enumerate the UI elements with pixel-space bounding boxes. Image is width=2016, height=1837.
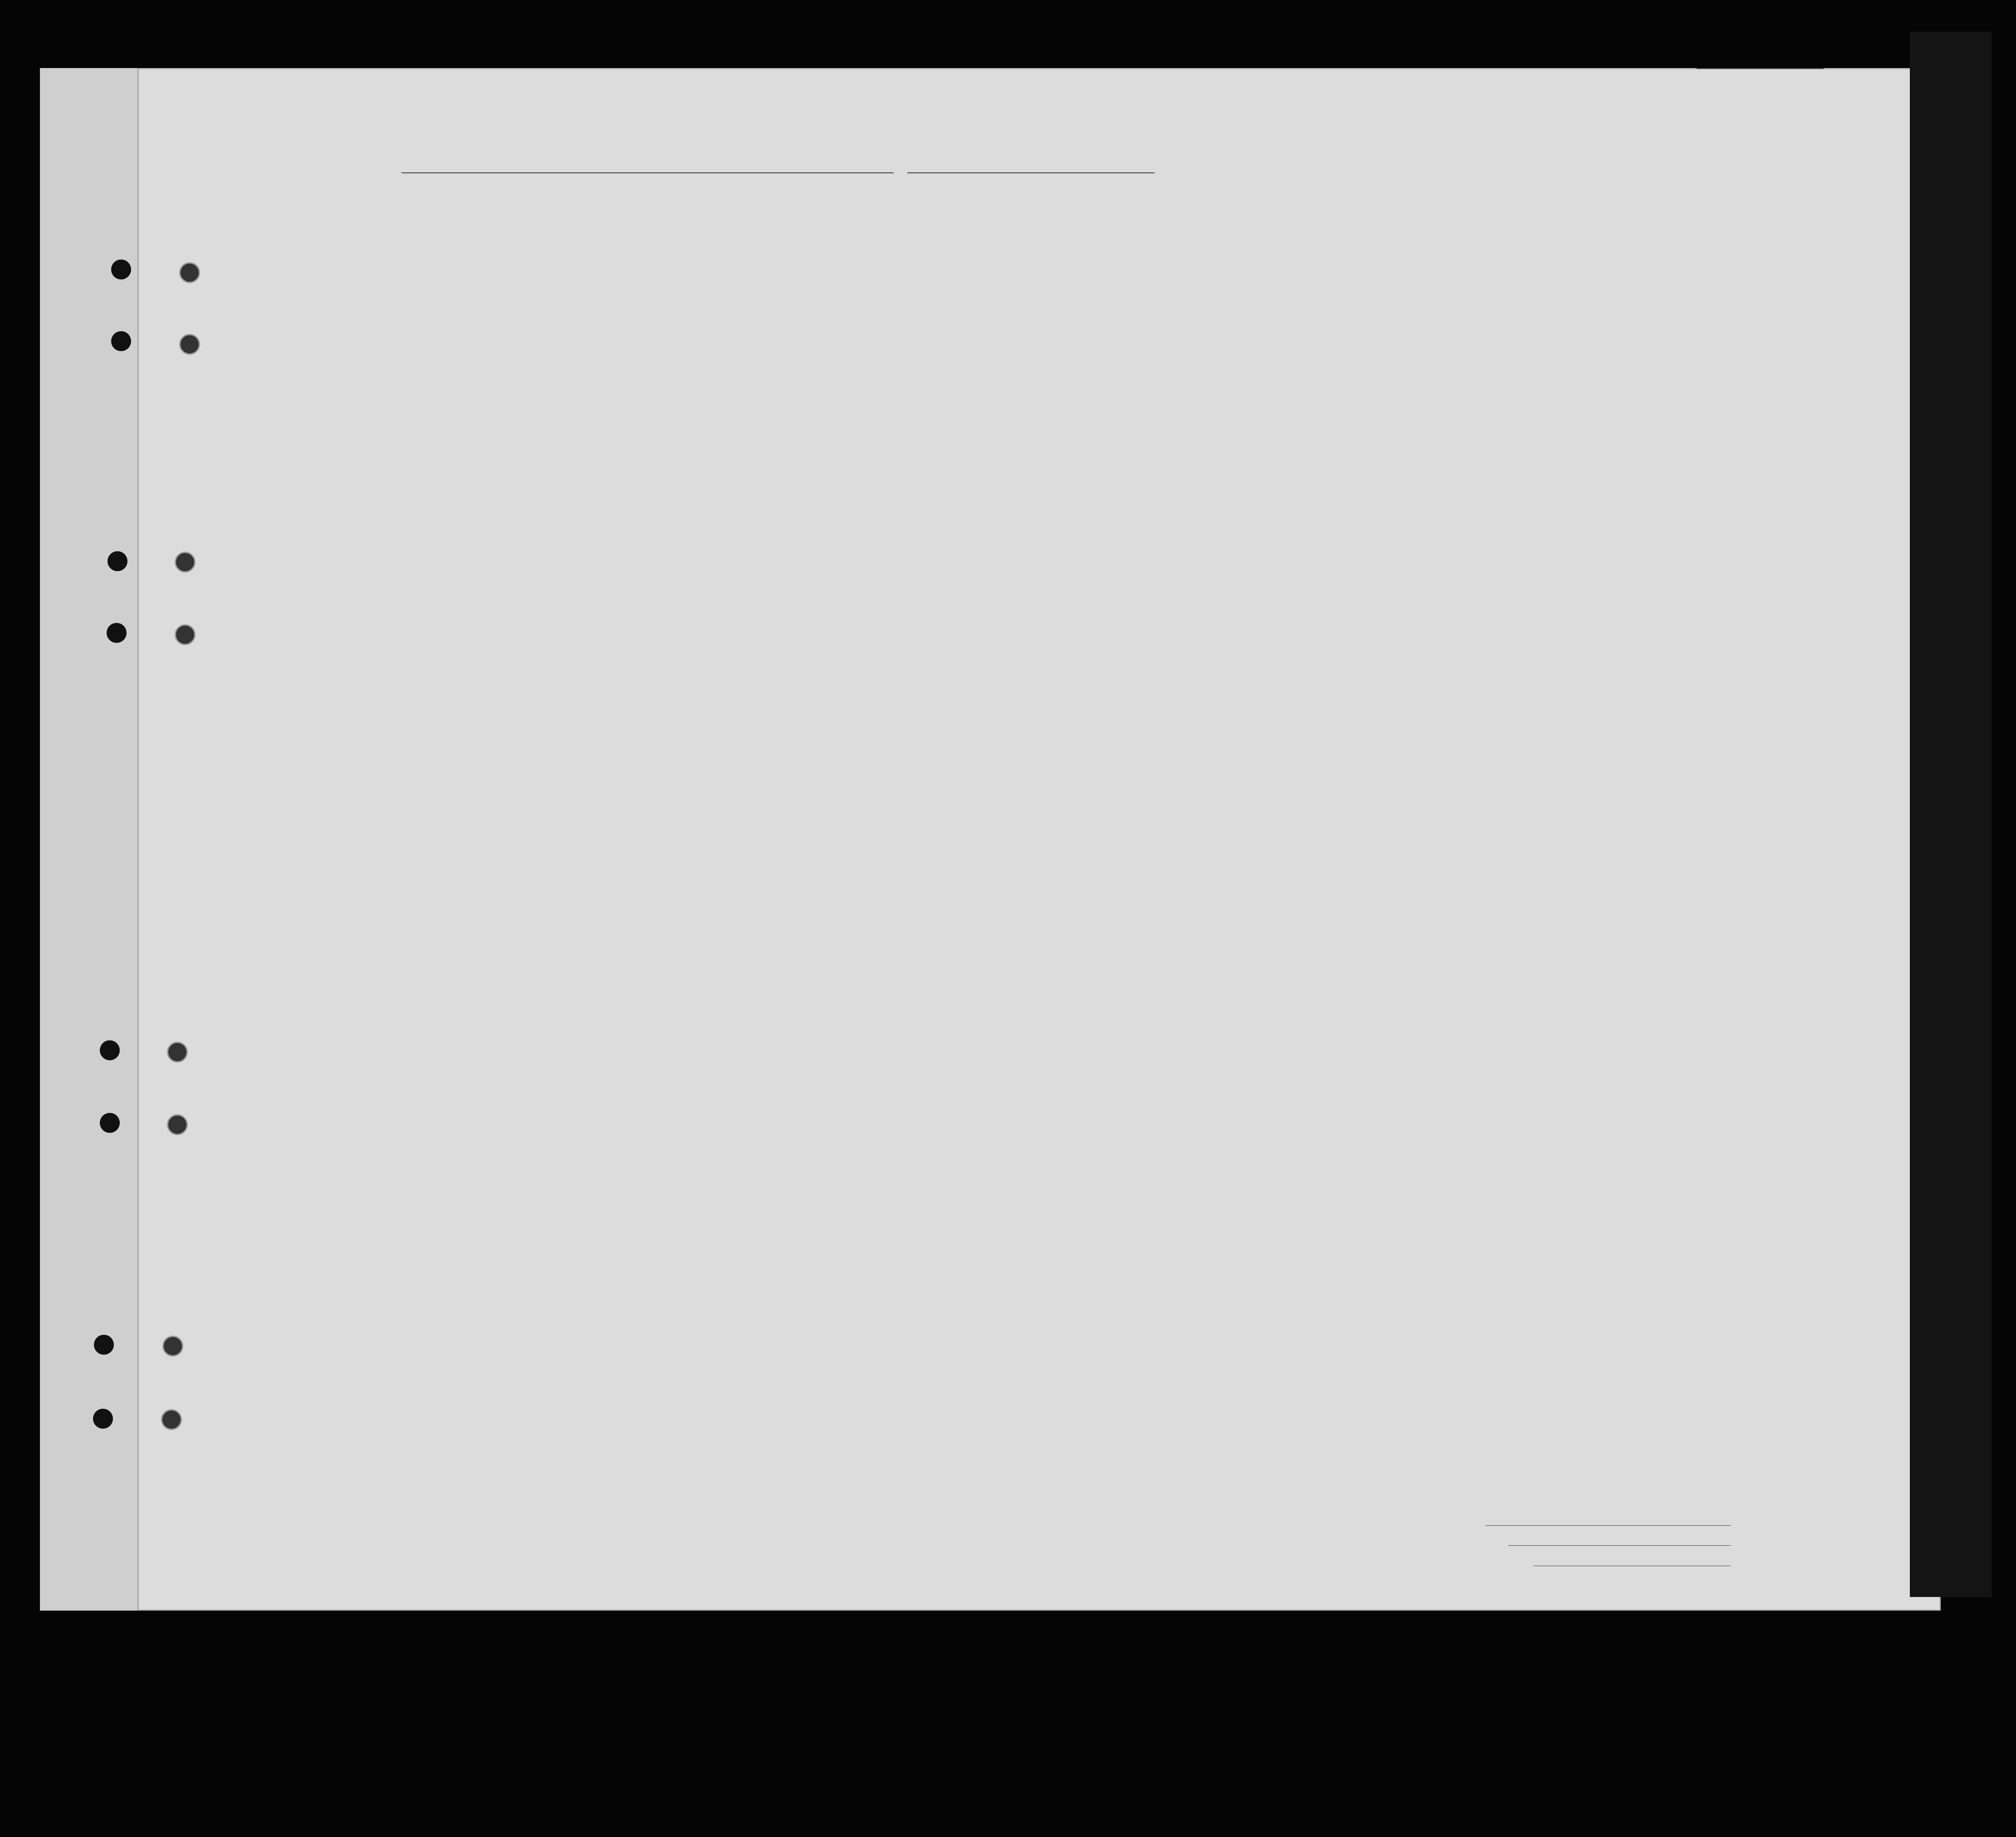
- punch-hole: [161, 1409, 182, 1430]
- punch-hole: [179, 334, 200, 355]
- punch-hole: [111, 331, 131, 351]
- punch-hole: [167, 1042, 188, 1063]
- punch-hole: [94, 1335, 114, 1355]
- punch-hole: [162, 1336, 183, 1357]
- punch-hole: [100, 1113, 120, 1133]
- header-return-intent: [1175, 345, 1199, 422]
- punch-hole: [175, 552, 196, 573]
- date-underline: [907, 172, 1155, 173]
- line-underline: [1486, 1525, 1731, 1526]
- punch-hole: [93, 1409, 113, 1429]
- header-excluded: [1448, 313, 1466, 422]
- punch-hole: [100, 1040, 120, 1060]
- left-fragment-text: [0, 104, 50, 128]
- header-deported: [1472, 313, 1490, 422]
- header-become-citizen: [1244, 345, 1262, 422]
- punch-hole: [107, 623, 127, 643]
- owners-underline: [1508, 1545, 1731, 1546]
- punch-hole: [108, 551, 127, 571]
- header-prison: [1277, 313, 1297, 422]
- header-q28: [1365, 313, 1404, 422]
- port-underline: [401, 172, 894, 173]
- header-labor-offer: [1413, 313, 1443, 422]
- punch-hole: [111, 260, 131, 279]
- punch-hole: [175, 624, 196, 645]
- punch-hole: [167, 1114, 188, 1135]
- list-underline: [1697, 68, 1824, 69]
- header-length-of-stay: [1220, 345, 1238, 422]
- punch-hole: [179, 262, 200, 283]
